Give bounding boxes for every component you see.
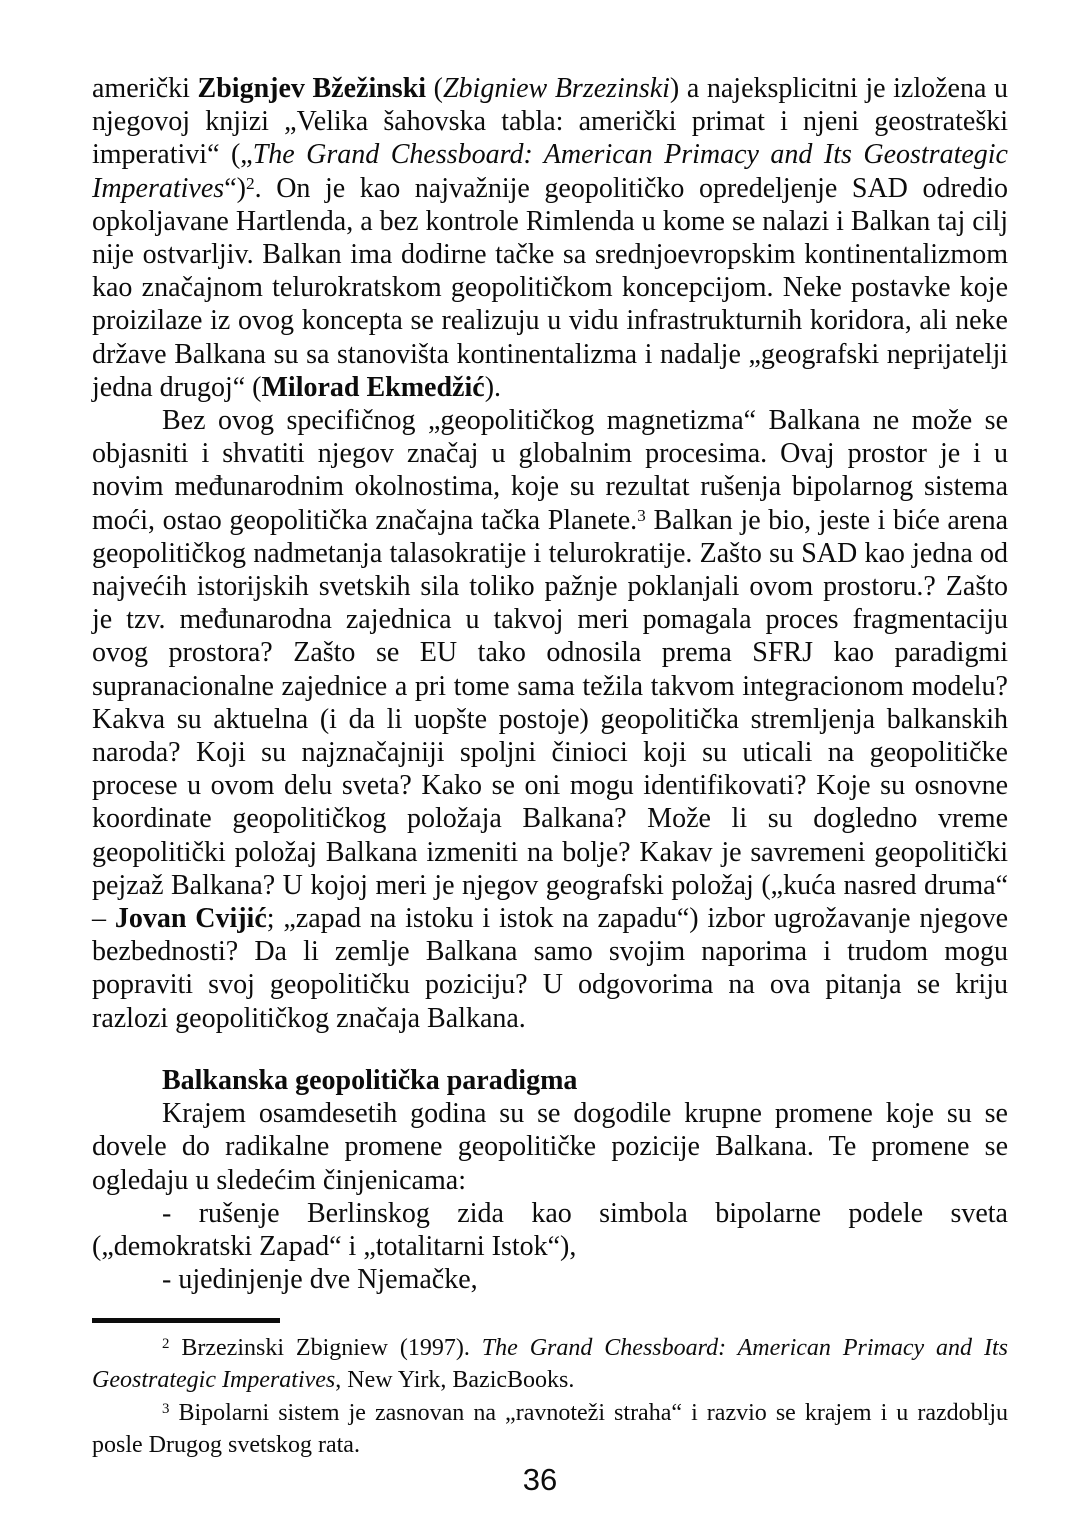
list-item	[92, 1197, 1008, 1263]
footnote-marker: 2	[245, 173, 255, 193]
footnote-marker: 3	[637, 505, 646, 525]
text-run: The Grand Chessboard: American Primacy and Its Geostrategic Imperatives	[92, 139, 1008, 204]
text-run: Krajem osamdesetih godina su se dogodile krupne promene koje su se dovele do radikalne promene geopolitičke pozicije Balkana. Te promene se ogledaju u sledećim činjenicama:	[92, 1098, 1008, 1196]
footnotes-list	[92, 1332, 1008, 1462]
text-run: ) a najeksplicitni je izložena u njegovoj knjizi „Velika šahovska tabla: američki primat i njeni geostrateški imperativi“ („	[92, 73, 1008, 171]
text-run: Bez ovog specifičnog „geopolitičkog magnetizma“ Balkana ne može se objasniti i shvatiti njegov značaj u globalnim procesima. Ovaj prostor je i u novim međunarodnim okolnostima, koje su rezultat rušenja bipolarnog sistema moći, ostao geopolitička značajna tačka Planete.	[92, 405, 1008, 536]
text-run: Bipolarni sistem je zasnovan na „ravnoteži straha“ i razvio se krajem i u razdoblju posle Drugog svetskog rata.	[92, 1399, 1008, 1459]
body-paragraph	[92, 404, 1008, 1035]
list-item	[92, 1263, 1008, 1296]
text-run: The Grand Chessboard: American Primacy and Its Geostrategic Imperatives	[92, 1335, 1008, 1394]
text-run: (	[426, 73, 443, 104]
text-run: “)	[224, 172, 246, 204]
body-paragraph	[92, 1097, 1008, 1197]
text-run: Zbigniew Brzezinski	[442, 73, 670, 104]
text-run: Milorad Ekmedžić	[261, 371, 485, 403]
text-run: , New Yirk, BazicBooks.	[335, 1367, 575, 1394]
text-run: - ujedinjenje dve Njemačke,	[162, 1264, 478, 1296]
page-number: 36	[522, 1462, 558, 1497]
footnote	[92, 1332, 1008, 1397]
footnote	[92, 1397, 1008, 1462]
body-paragraph	[92, 72, 1008, 404]
text-run: ).	[484, 371, 502, 403]
text-run: Balkan je bio, jeste i biće arena geopolitičkog nadmetanja talasokratije i telurokratije. Zašto su SAD kao jedna od najvećih istorijskih svetskih sila toliko pažnje poklanjali ovom prostoru.? Zašto je tzv. međunarodna zajednica u takvoj meri pomagala proces fragmentaciju ovog prostora? Zašto se EU tako odnosila prema SFRJ kao paradigmi supranacionalne zajednice a pri tome sama težila takvom integracionom modelu? Kakva su aktuelna (i da li uopšte postoje) geopolitička stremljenja balkanskih naroda? Koji su najznačajniji spoljni činioci koji su uticali na geopolitičke procese u ovom delu sveta? Kako se oni mogu identifikovati? Koje su osnovne koordinate geopolitičkog položaja Balkana? Može li su dogledno vreme geopolitički položaj Balkana izmeniti na bolje? Kakav je savremeni geopolitički pejzaž Balkana? U kojoj meri je njegov geografski položaj („kuća nasred druma“ –	[92, 504, 1008, 935]
text-run: ; „zapad na istoku i istok na zapadu“) izbor ugrožavanje njegove bezbednosti? Da li zemlje Balkana samo svojim naporima i trudom mogu popraviti svoj geopolitičku poziciju? U odgovorima na ova pitanja se kriju razlozi geopolitičkog značaja Balkana.	[92, 903, 1009, 1034]
section-heading	[92, 1064, 1008, 1097]
text-run: . On je kao najvažnije geopolitičko opredeljenje SAD odredio opkoljavane Hartlenda, a bez kontrole Rimlenda u kome se nalazi i Balkan taj cilj nije ostvarljiv. Balkan ima dodirne tačke sa srednjoevropskim kontinentalizmom kao značajnom telurokratskom geopolitičkom koncepcijom. Neke postavke koje proizilaze iz ovog koncepta se realizuju u vidu infrastrukturnih koridora, ali neke države Balkana su sa stanovišta kontinentalizma i nadalje „geografski neprijatelji jedna drugoj“ (	[92, 172, 1008, 403]
text-run: Brzezinski Zbigniew (1997).	[169, 1335, 482, 1361]
text-run: Balkanska geopolitička paradigma	[162, 1064, 578, 1096]
footnote-separator-rule	[92, 1318, 280, 1323]
text-run: - rušenje Berlinskog zida kao simbola bipolarne podele sveta („demokratski Zapad“ i „totalitarni Istok“),	[92, 1197, 1008, 1262]
text-run: američki	[92, 73, 198, 104]
text-run: Zbignjev Bžežinski	[197, 73, 427, 104]
main-text-column	[92, 72, 1008, 1296]
text-run: Jovan Cvijić	[114, 903, 267, 935]
footnote-marker: 3	[162, 1401, 170, 1418]
footnote-marker: 2	[162, 1336, 170, 1353]
footnotes-section	[92, 1318, 1008, 1462]
